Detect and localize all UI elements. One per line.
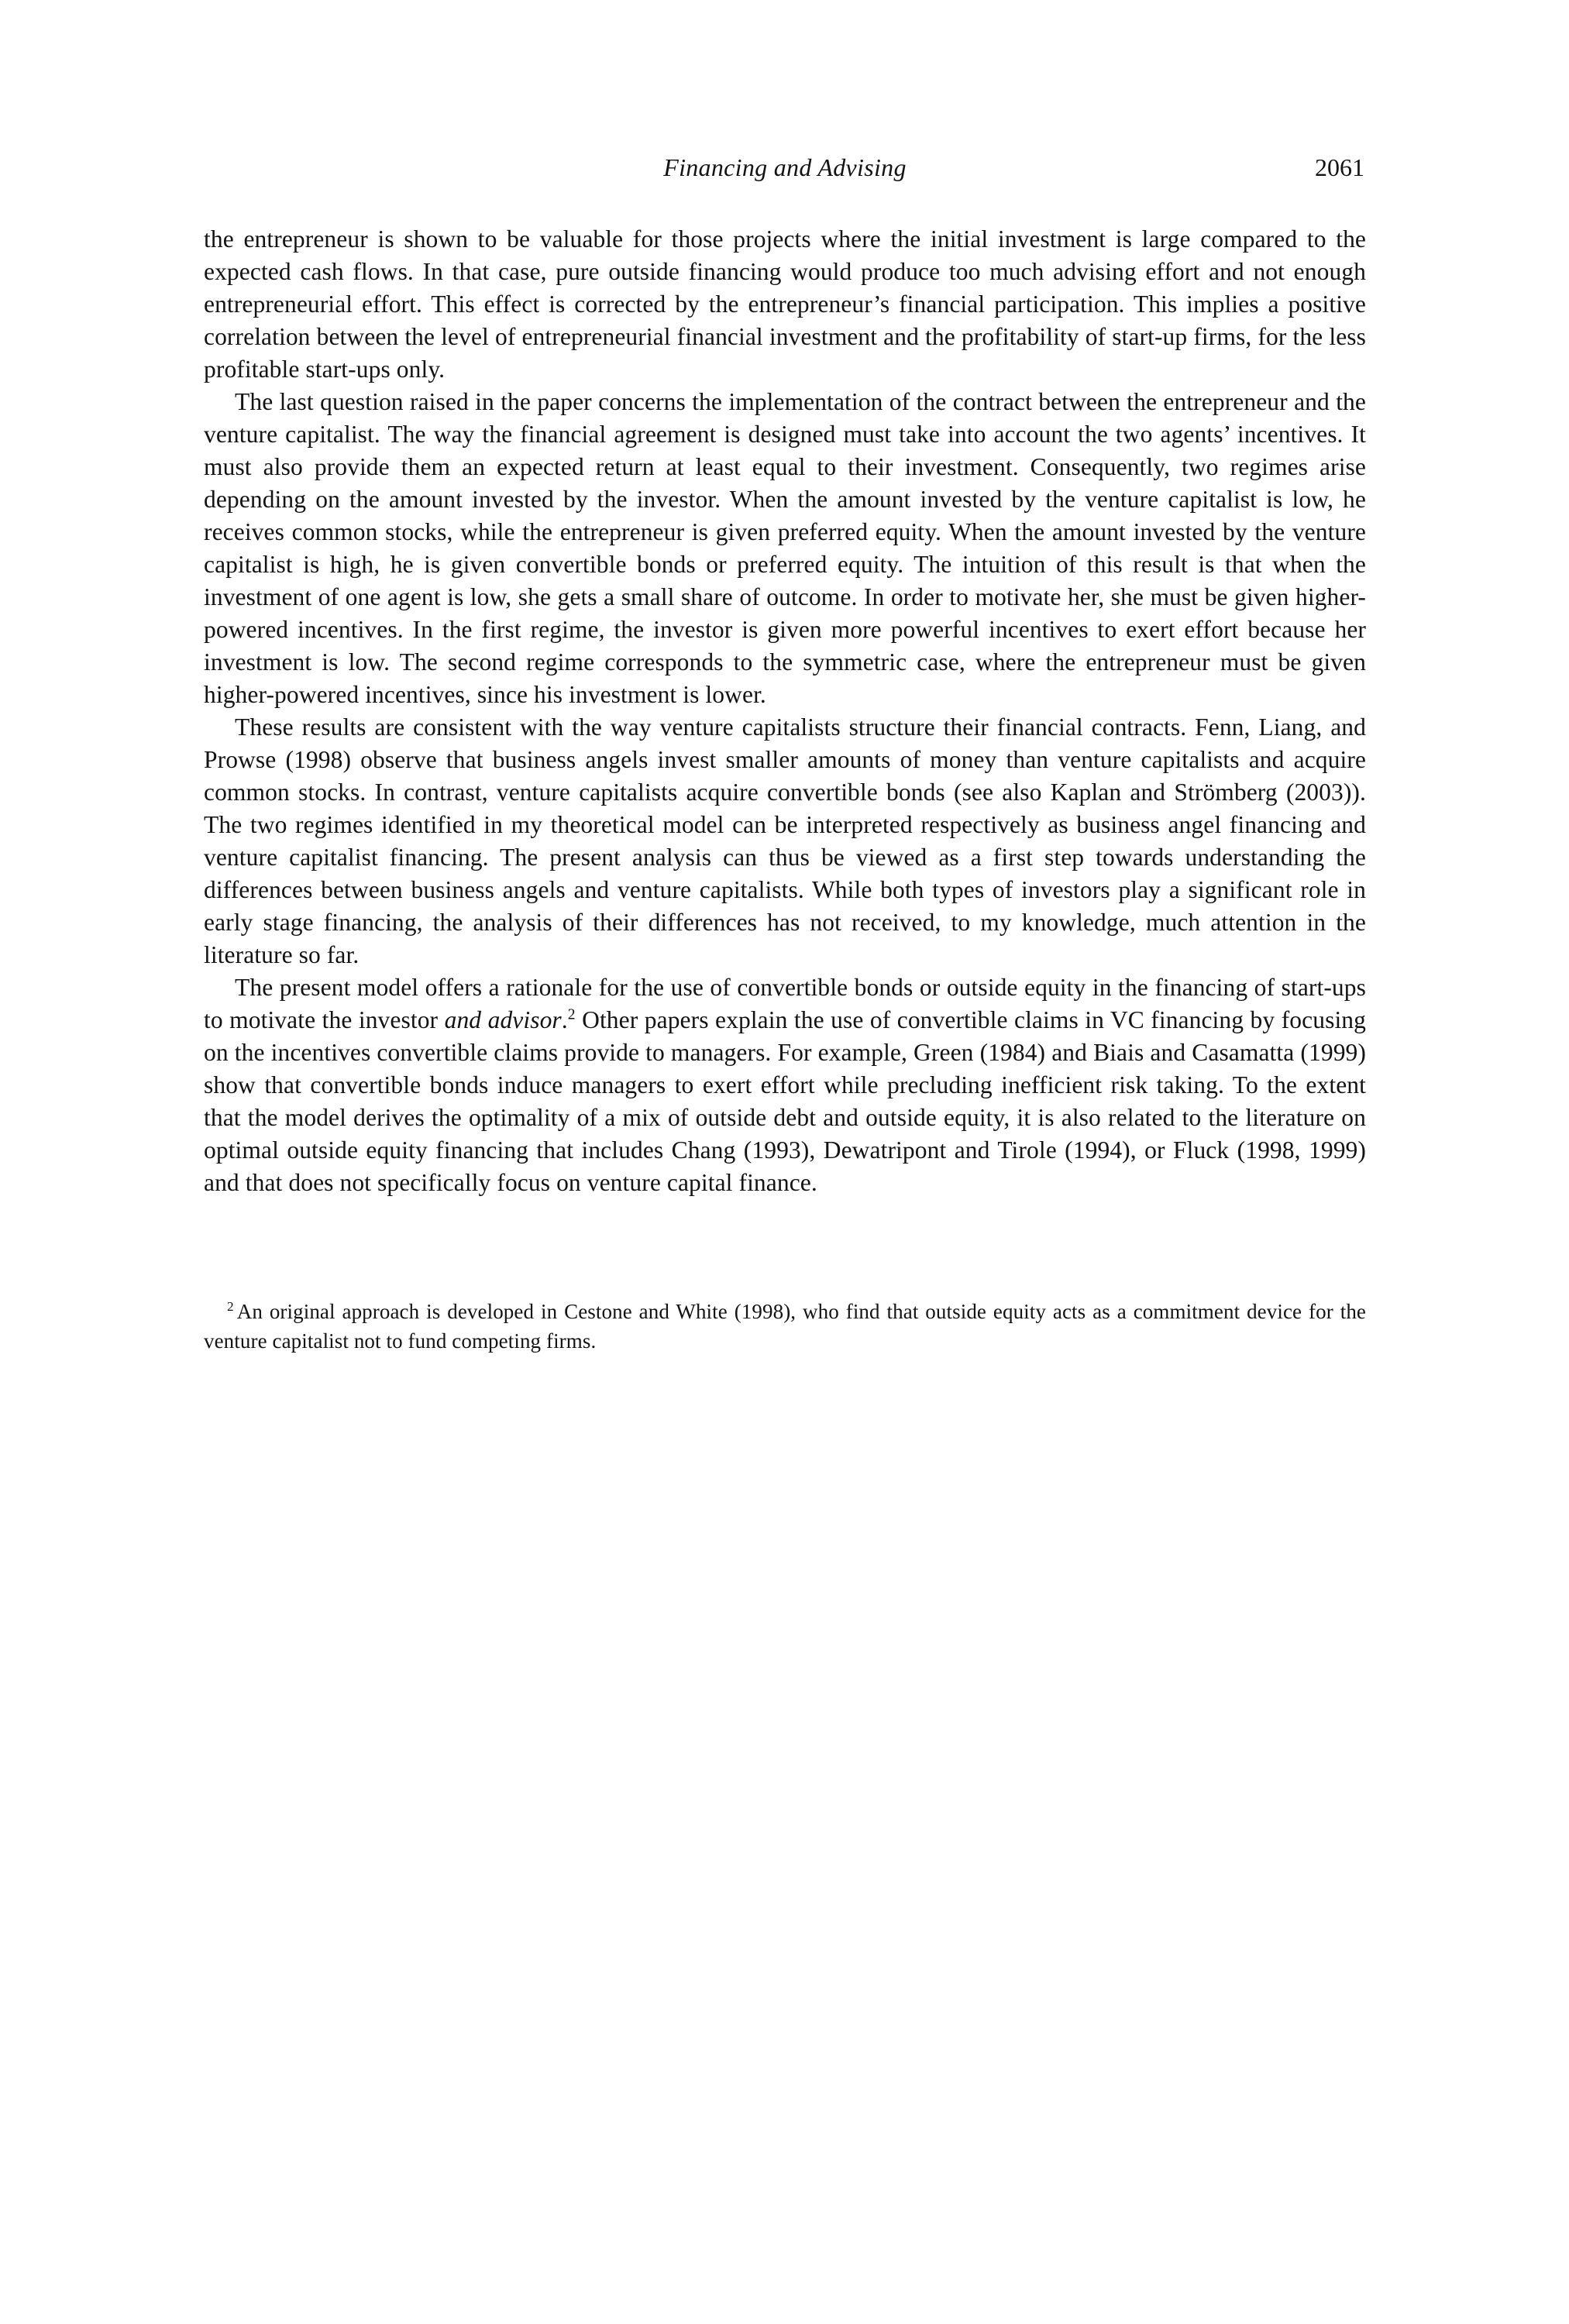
footnote-marker: 2 [227,1299,234,1314]
page-number: 2061 [1315,153,1364,181]
running-head-title: Financing and Advising [663,153,907,181]
footnote-text: An original approach is developed in Cestone and White (1998), who find that outside equity acts as a commitment device for the venture capitalist not to fund competing firms. [204,1300,1366,1353]
paragraph-text-segment: Other papers explain the use of convertible claims in VC financing by focusing on the incentives convertible claims provide to managers. For example, Green (1984) and Biais and Casamatta (1999) show that convertible bonds induce managers to exert effort while precluding inefficient risk taking. To the extent that the model derives the optimality of a mix of outside debt and outside equity, it is also related to the literature on optimal outside equity financing that includes Chang (1993), Dewatripont and Tirole (1994), or Fluck (1998, 1999) and that does not specifically focus on venture capital finance. [204,1006,1366,1196]
paragraph-continuation: the entrepreneur is shown to be valuable for those projects where the initial investment is large compared to the expected cash flows. In that case, pure outside financing would produce too much advising effort and not enough entrepreneurial effort. This effect is corrected by the entrepreneur’s financial participation. This implies a positive correlation between the level of entrepreneurial financial investment and the profitability of start-up firms, for the less profitable start-ups only. [204,225,1366,383]
paragraph-text-segment: The present model offers a rationale for the use of convertible bonds or outside equity in the financing of start-ups to motivate the investor [204,974,1366,1033]
paragraph-contract-implementation: The last question raised in the paper concerns the implementation of the contract between the entrepreneur and the venture capitalist. The way the financial agreement is designed must take into account the two agents’ incentives. It must also provide them an expected return at least equal to their investment. Consequently, two regimes arise depending on the amount invested by the investor. When the amount invested by the venture capitalist is low, he receives common stocks, while the entrepreneur is given preferred equity. When the amount invested by the venture capitalist is high, he is given convertible bonds or preferred equity. The intuition of this result is that when the investment of one agent is low, she gets a small share of outcome. In order to motivate her, she must be given higher-powered incentives. In the first regime, the investor is given more powerful incentives to exert effort because her investment is low. The second regime corresponds to the symmetric case, where the entrepreneur must be given higher-powered incentives, since his investment is lower. [204,388,1366,708]
footnote-reference: 2 [567,1006,576,1023]
paragraph-present-model [204,971,1366,1199]
article-body [204,223,1366,1199]
running-head [204,152,1366,183]
paragraph-results-consistency: These results are consistent with the way venture capitalists structure their financial contracts. Fenn, Liang, and Prowse (1998) observe that business angels invest smaller amounts of money than venture capitalists and acquire common stocks. In contrast, venture capitalists acquire convertible bonds (see also Kaplan and Strömberg (2003)). The two regimes identified in my theoretical model can be interpreted respectively as business angel financing and venture capitalist financing. The present analysis can thus be viewed as a first step towards understanding the differences between business angels and venture capitalists. While both types of investors play a significant role in early stage financing, the analysis of their differences has not received, to my knowledge, much attention in the literature so far. [204,713,1366,968]
footnote [204,1297,1366,1356]
italic-phrase: and advisor [444,1006,562,1033]
paragraph-text-segment: . [561,1006,568,1033]
